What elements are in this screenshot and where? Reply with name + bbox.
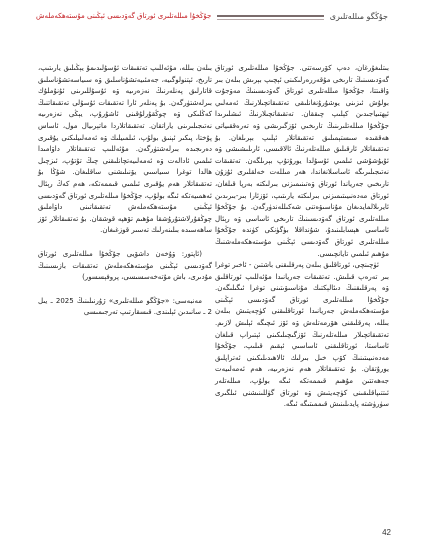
left-paragraph-1: بىلەن بىللە، مۇئەللىپ تەتقىقات ئۇسۇلىدىمۇ يېڭىلىق يارىتىپ، تارىخ، ئېتنولوگىيە، جەمئىيەتشۇناسلىق ۋە سىياسەتشۇناسلىق قاتارلىق پەنلەرنىڭ نەزەرىيە ۋە ئۇسۇللىرىنى ئۇنۇملۇك بىرلەشتۈرگەن. بۇ پەنلەر ئارا تەتقىقات ئۇسۇلى تەتقىقاتنىڭ كەڭلىكى ۋە چوڭقۇرلۇقىنى ئاشۇرۇپ، يېڭى نەزەرىيە نەتىجىلىرىنى ياراتقان. تەتقىقاتلاردا ماتېرىيال مول، ئاساس پۇختا، پىكىر ئېنىق بولۇپ، ئىلمىيلىك ۋە ئەمەلىيلىكنى يۇقىرى دەرىجىدە بىرلەشتۈرگەن. مۇئەللىپ تەتقىقاتلار داۋامىدا ئىلمىي ئادالەت ۋە ئەمەلىيەتچانلىقنى چىڭ تۇتۇپ، ئىزچىل ھالدا توغرا سىياسىي يۆنىلىشنى ساقلىغان. شۇڭا بۇ تەتقىقاتلار ھەم يۇقىرى ئىلمىي قىممەتكە، ھەم كەڭ رېئال ئەھمىيەتكە ئىگە بولۇپ، جۇڭخۇا مىللەتلىرى ئورتاق گەۋدىسى ئېڭىنى مۇستەھكەملەش تەتقىقاتىنى داۋاملىق چوڭقۇرلاشتۇرۇشقا مۇھىم تۆھپە قوشقان. بۇ تەتقىقاتلار ئۆز ساھەسىدە بىلىنەرلىك تەسىر قوزغىغان.	[38, 64, 212, 235]
journal-name: جۇڭگو مىللەتلىرى	[329, 11, 388, 21]
right-paragraph-2: ئۈچىنچى، ئورتاقلىق بىلەن پەرقلىقنى باشتىن - ئاخىر توغرا بىر تەرەپ قىلىش. تەتقىقات جەريانىدا مۇئەللىپ ئورتاقلىق ۋە پەرقلىقنىڭ دىئالېكتىك مۇناسىۋىتىنى توغرا ئىگىلىگەن. جۇڭخۇا مىللەتلىرى ئورتاق گەۋدىسى ئېڭىنى مۇستەھكەملەش جەريانىدا ئورتاقلىقنى كۈچەيتىش بىلەن بىللە، پەرقلىقنى ھۆرمەتلەش ۋە ئۆز ئىچىگە ئېلىش لازىم. تەتقىقاتچىلار مىللەتلەرنىڭ ئۆزگىچىلىكىنى ئېتىراپ قىلغان ئاساستا، ئورتاقلىقنى ئاساسىي ئېقىم قىلىپ، جۇڭخۇا مەدەنىيىتىنىڭ كۆپ خىل بىرلىك ئالاھىدىلىكىنى ئەتراپلىق يورۇتقان. بۇ تەتقىقاتلار ھەم نەزەرىيە، ھەم ئەمەلىيەت جەھەتتىن مۇھىم قىممەتكە ئىگە بولۇپ، مىللەتلەر ئىتتىپاقلىقىنى كۈچەيتىش ۋە ئورتاق گۈللىنىشنى ئىلگىرى سۈرۈشتە پايدىلىنىش قىممىتىگە ئىگە.	[214, 261, 389, 409]
right-paragraph-1: بىتلىغۇرغان، دەپ كۆرسەتتى. جۇڭخۇا مىللەتلىرى ئورتاق گەۋدىسىنىڭ تارىخى مۇقەررەرلىكىنى ئېچىپ بېرىش بىلەن بىر ۋاقىتتا، جۇڭخۇا مىللەتلىرى ئورتاق گەۋدىسىنىڭ مەۋجۇت بولۇش ئىزىنى يوشۇرۇنغانلىقى تەتقىقاتچىلارنىڭ ئەمەلىي ئېھتىياجىدىن كېلىپ چىققان. تەتقىقاتچىلارنىڭ ئىشلىرىدا جۇڭخۇا مىللەتلىرىنىڭ تارىخىي ئۆزگىرىشى ۋە تەرەققىياتى ھەققىدە سىستېمىلىق تەتقىقاتلار ئېلىپ بېرىلغان. بۇ تەتقىقاتلار ئارقىلىق مىللەتلەرنىڭ ئالاقىسى، ئارىلىشىشى ۋە ئۇيۇشۇشى ئىلمىي ئۇسۇلدا يورۇتۇپ بېرىلگەن. تەتقىقات نەتىجىلىرىگە ئاساسلانغاندا، ھەر مىللەت خەلقلىرى ئۇزۇن تارىخىي جەرياندا ئورتاق ۋەتىنىمىزنى بىرلىكتە بەرپا قىلغان، ئورتاق مەدەنىيىتىمىزنى بىرلىكتە يارىتىپ، ئۆزئارا بىر-بىرىدىن ئايرىلالمايدىغان مۇناسىۋەتنى شەكىللەندۈرگەن. بۇ جۇڭخۇا مىللەتلىرى ئورتاق گەۋدىسىنىڭ تارىخى ئاساسى ۋە رېئال ئاساسى ھېسابلىنىدۇ، شۇنداقلا بۈگۈنكى كۈندە جۇڭخۇا مىللەتلىرى ئورتاق گەۋدىسى ئېڭىنى مۇستەھكەملەشنىڭ مۇھىم ئىلمىي تايانچىسى.	[215, 64, 389, 258]
author-note: (ئاپتور: ۋۇخەن داشۆيى جۇڭخۇا مىللەتلىرى ئورتاق گەۋدىسى ئېڭىنى مۇستەھكەملەش تەتقىقات بازىسىنىڭ مۇدىرى، باش مۇتەخەسسىسى، پروفېسسور)	[38, 249, 212, 282]
source-note: مەنبەسى: «جۇڭگو مىللەتلىرى» ژۇرنىلىنىڭ 2025 ـ يىل 2 ـ سانىدىن ئېلىندى. قىسقارتىپ تەرجىمىسى	[38, 296, 212, 317]
header-rule	[217, 15, 323, 17]
right-text-column	[215, 63, 389, 411]
left-text-column	[38, 63, 212, 319]
running-header	[36, 8, 388, 24]
page-number: 42	[382, 528, 391, 537]
running-article-title: جۇڭخۇا مىللەتلىرى ئورتاق گەۋدىسى ئېڭىنى مۇستەھكەملەش	[36, 12, 212, 20]
